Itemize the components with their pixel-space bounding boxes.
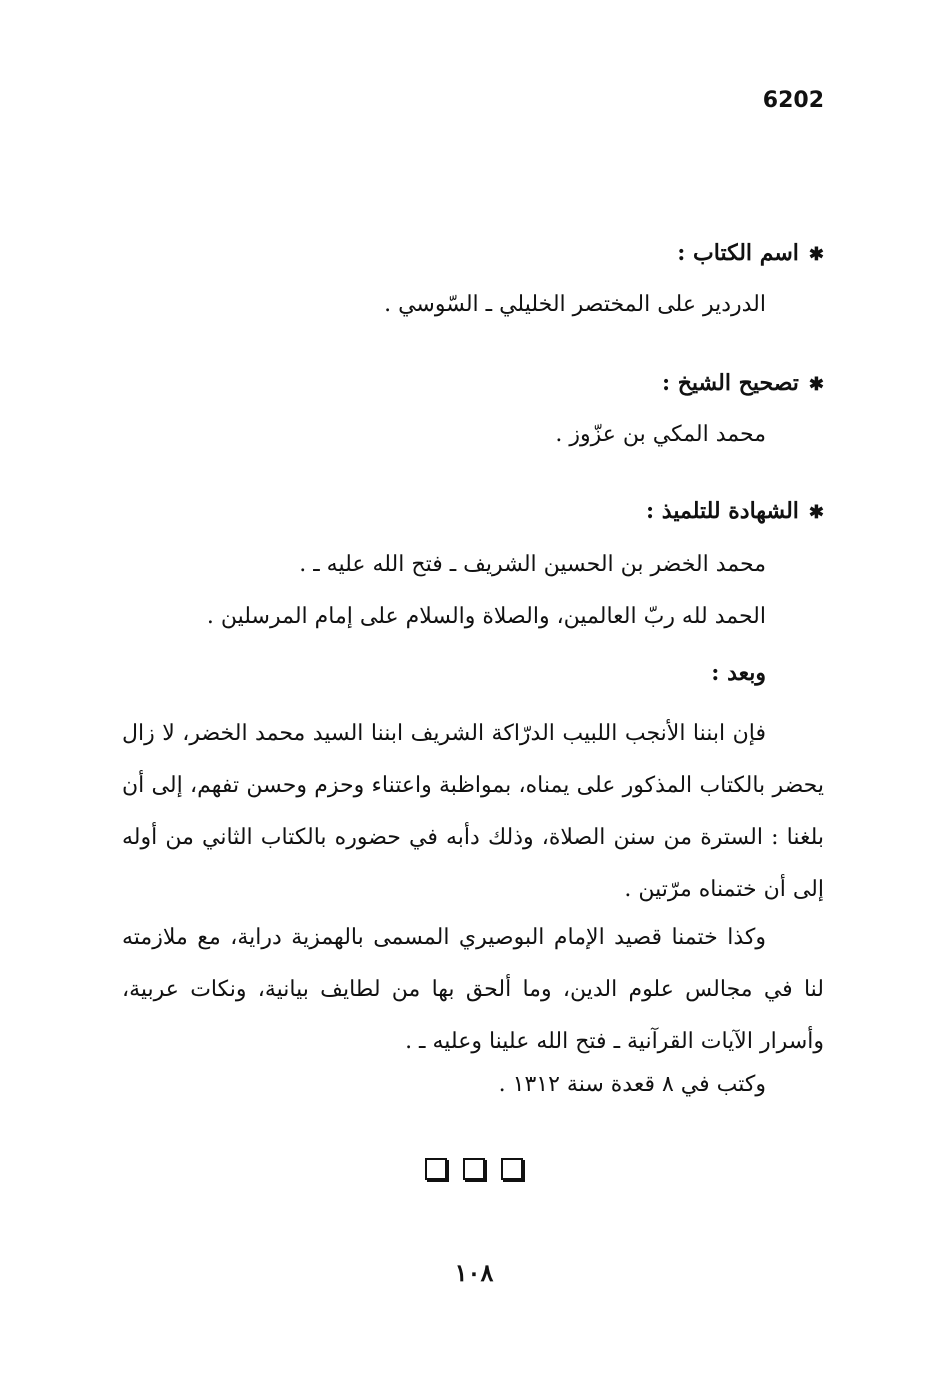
certificate-paragraph-2: وكذا ختمنا قصيد الإمام البوصيري المسمى بالهمزية دراية، مع ملازمته لنا في مجالس علوم الدين، وما ألحق بها من لطايف بيانية، ونكات عربية، وأسرار الآيات القرآنية ـ فتح الله علينا وعليه ـ . [122,925,824,1054]
praise-line: الحمد لله ربّ العالمين، والصلاة والسلام على إمام المرسلين . [206,604,766,629]
book-title: الدردير على المختصر الخليلي ـ السّوسي . [384,292,766,317]
certificate-heading [120,498,824,524]
square-icon [425,1158,447,1180]
square-icon [463,1158,485,1180]
asterisk-icon: ✱ [808,374,824,395]
certificate-date: وكتب في ٨ قعدة سنة ١٣١٢ . [498,1072,766,1097]
document-id: 6202 [762,88,824,113]
after-label: وبعد : [711,660,766,686]
page-number: ١٠٨ [454,1258,494,1287]
book-heading [120,240,824,266]
separator-squares-icon [0,1158,948,1180]
certificate-paragraph-1: فإن ابننا الأنجب اللبيب الدرّاكة الشريف ابننا السيد محمد الخضر، لا زال يحضر بالكتاب المذكور على يمناه، بمواظبة واعتناء وحزم وحسن تفهم، إلى أن بلغنا : السترة من سنن الصلاة، وذلك دأبه في حضوره بالكتاب الثاني من أوله إلى أن ختمناه مرّتين . [122,721,824,902]
student-name: محمد الخضر بن الحسين الشريف ـ فتح الله عليه ـ . [299,552,766,577]
square-icon [501,1158,523,1180]
certificate-heading-label: الشهادة للتلميذ : [646,498,799,524]
correction-heading-label: تصحيح الشيخ : [661,370,799,396]
sheikh-name: محمد المكي بن عزّوز . [555,422,766,447]
asterisk-icon: ✱ [808,244,824,265]
correction-heading [120,370,824,396]
asterisk-icon: ✱ [808,502,824,523]
book-heading-label: اسم الكتاب : [677,240,799,266]
